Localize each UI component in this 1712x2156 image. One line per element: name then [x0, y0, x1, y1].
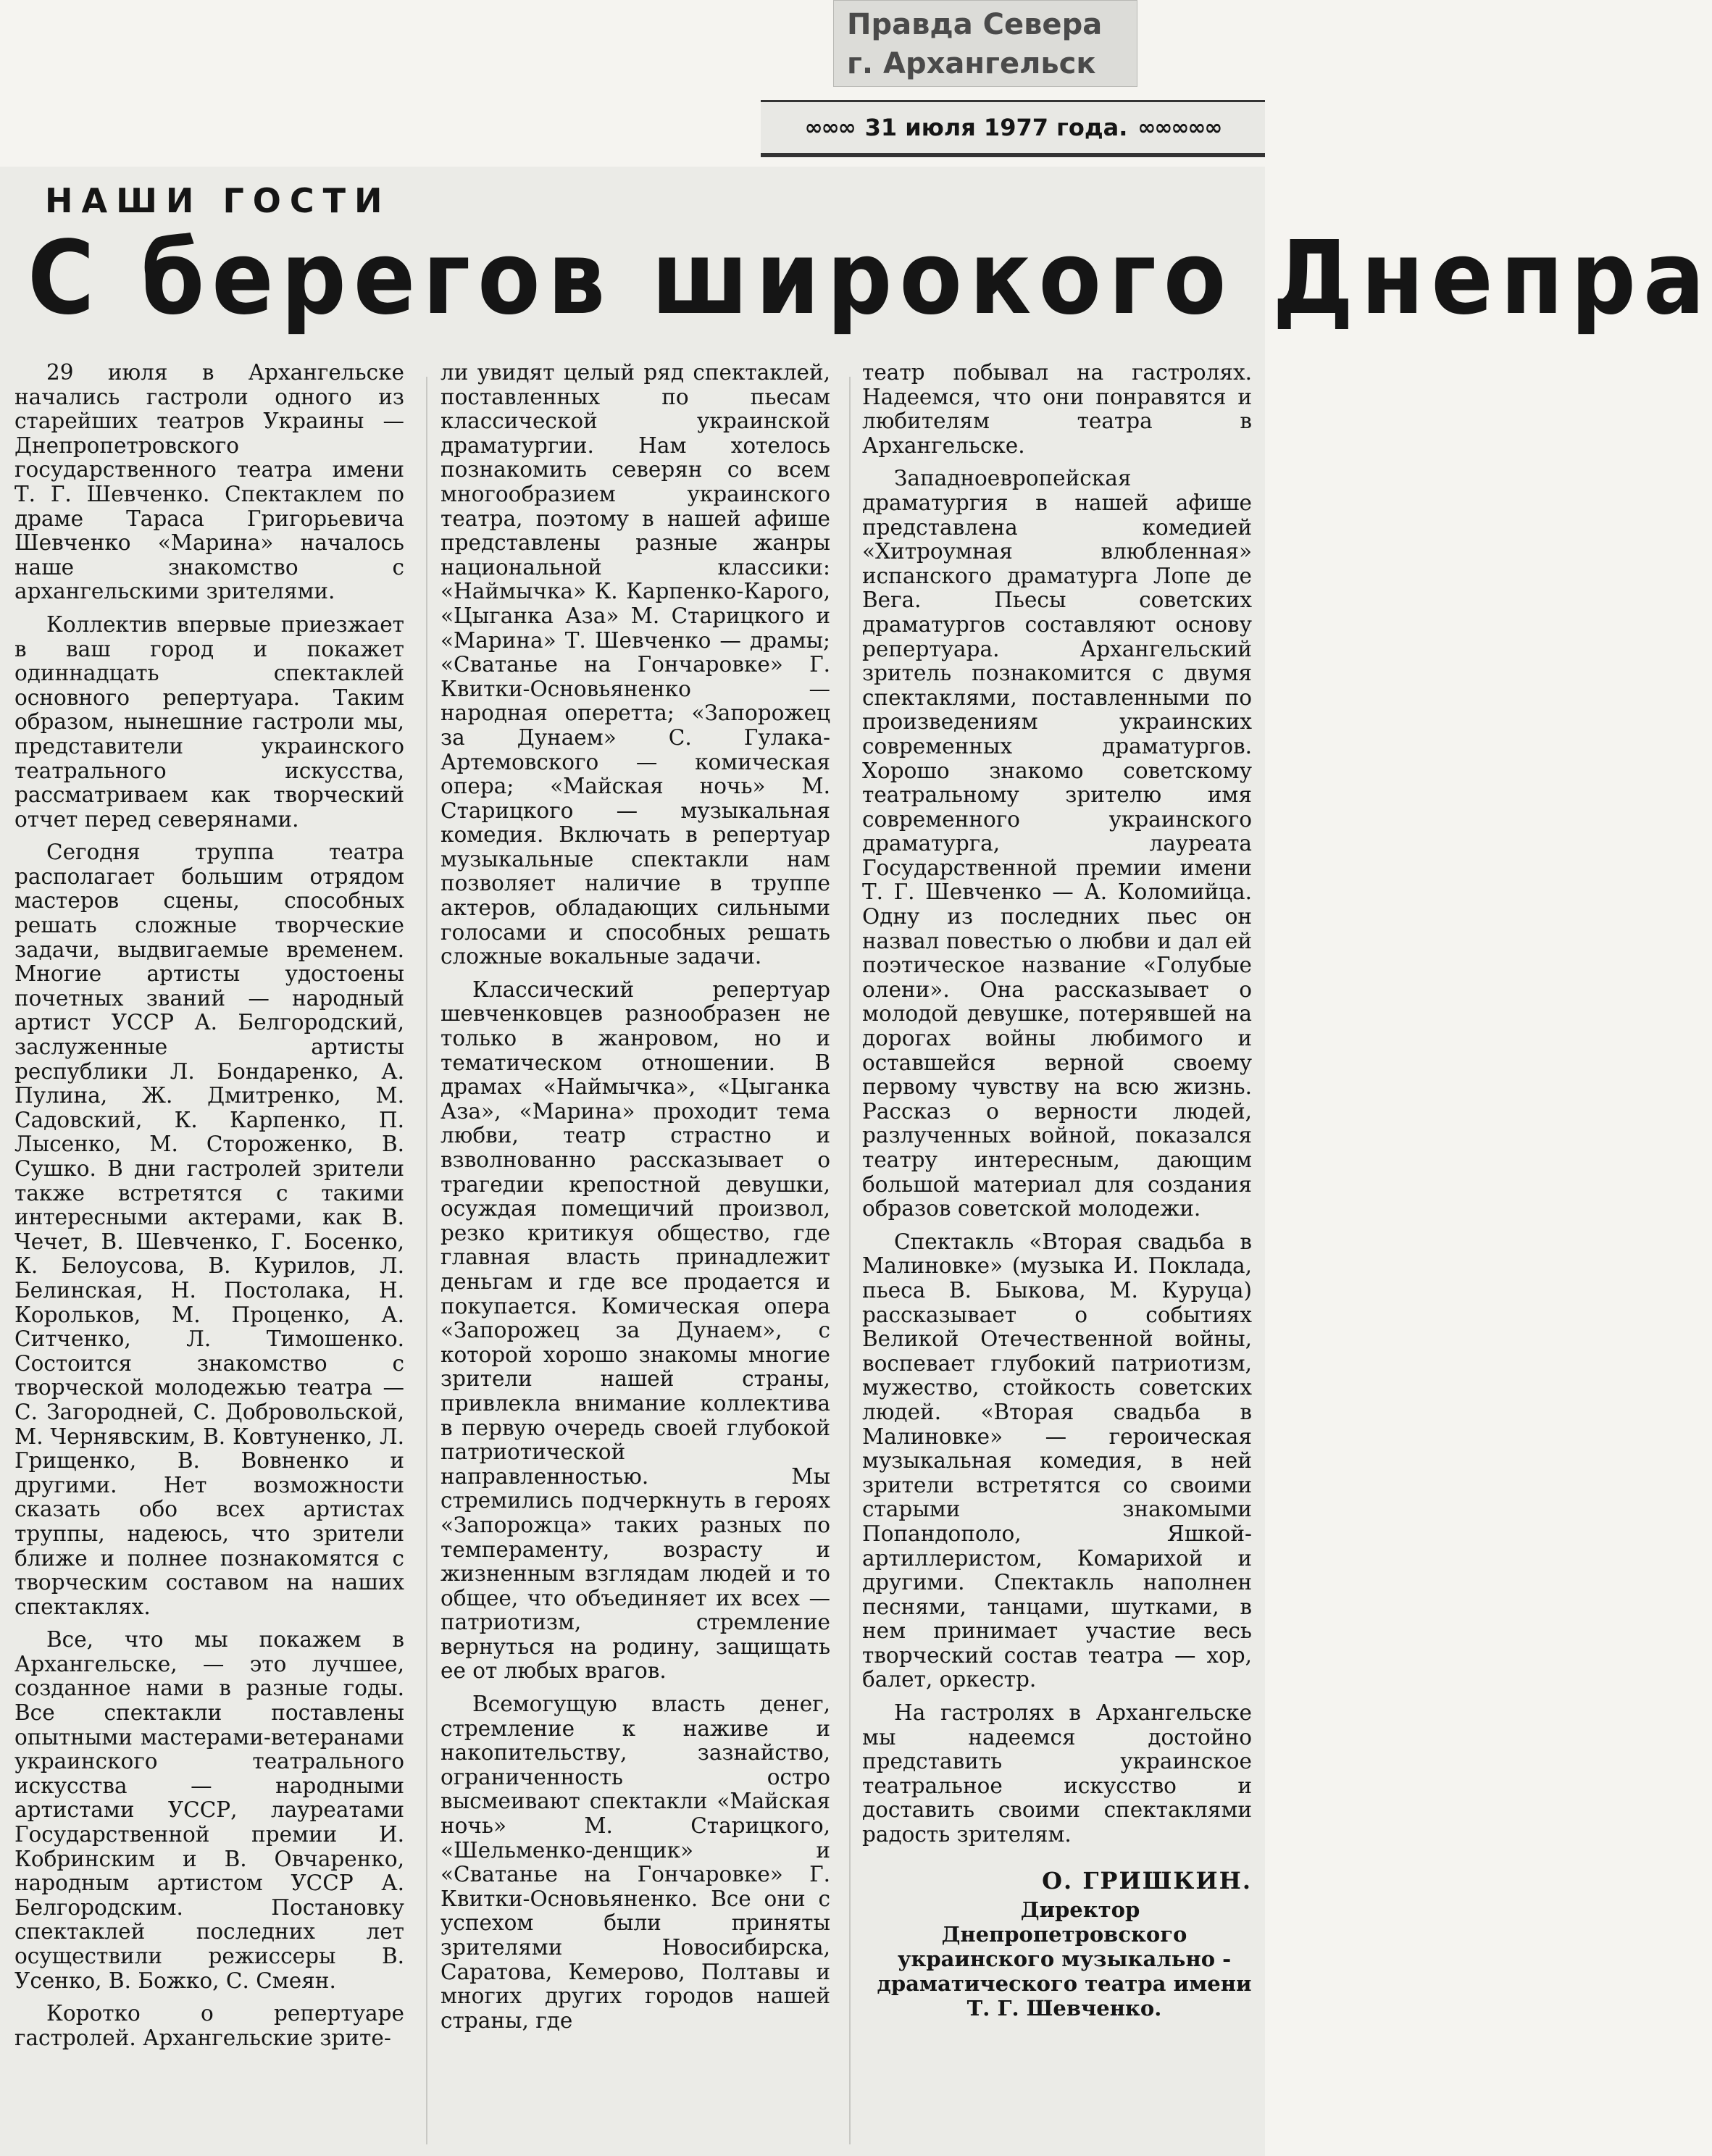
- paragraph: Спектакль «Вторая свадьба в Малиновке» (музыка И. Поклада, пьеса В. Быкова, М. Куруца) рассказывает о событиях Великой Отечественной войны, воспевает глубокий патриотизм, мужество, стойкость советских людей. «Вторая свадьба в Малиновке» — героическая музыкальная комедия, в ней зрители встретятся со своими старыми знакомыми Попандополо, Яшкой-артиллеристом, Комарихой и другими. Спектакль наполнен песнями, танцами, шутками, в нем принимает участие весь творческий состав театра — хор, балет, оркестр.: [862, 1229, 1252, 1692]
- newspaper-name: Правда Севера: [847, 8, 1103, 41]
- ornament-left-icon: ∞∞∞: [804, 114, 855, 141]
- newspaper-stamp: [833, 0, 1137, 87]
- paragraph: 29 июля в Архангельске начались гастроли одного из старейших театров Украины — Днепропетровского государственного театра имени Т. Г. Шевченко. Спектаклем по драме Тараса Григорьевича Шевченко «Марина» началось наше знакомство с архангельскими зрителями.: [14, 360, 404, 604]
- paragraph: Западноевропейская драматургия в нашей афише представлена комедией «Хитроумная влюбленная» испанского драматурга Лопе де Вега. Пьесы советских драматургов составляют основу репертуара. Архангельский зритель познакомится с двумя спектаклями, поставленными по произведениям украинских современных драматургов. Хорошо знакомо советскому театральному зрителю имя современного украинского драматурга, лауреата Государственной премии имени Т. Г. Шевченко — А. Коломийца. Одну из последних пьес он назвал повестью о любви и дал ей поэтическое название «Голубые олени». Она рассказывает о молодой девушке, потерявшей на дорогах войны любимого и оставшейся верной своему первому чувству на всю жизнь. Рассказ о верности людей, разлученных войной, показался театру интересным, дающим большой материал для создания образов советской молодежи.: [862, 466, 1252, 1221]
- ornament-right-icon: ∞∞∞∞∞: [1137, 114, 1222, 141]
- paragraph: Все, что мы покажем в Архангельске, — это лучшее, созданное нами в разные годы. Все спектакли поставлены опытными мастерами-ветеранами украинского театрального искусства — народными артистами УССР, лауреатами Государственной премии И. Кобринским и В. Овчаренко, народным артистом УССР А. Белгородским. Постановку спектаклей последних лет осуществили режиссеры В. Усенко, В. Божко, С. Смеян.: [14, 1627, 404, 1993]
- newspaper-city: г. Архангельск: [847, 47, 1096, 80]
- column-2: [440, 361, 830, 2150]
- paragraph: Всемогущую власть денег, стремление к наживе и накопительству, зазнайство, ограниченность остро высмеивают спектакли «Майская ночь» М. Старицкого, «Шельменко-денщик» и «Сватанье на Гончаровке» Г. Квитки-Основьяненко. Все они с успехом были приняты зрителями Новосибирска, Саратова, Кемерово, Полтавы и многих других городов нашей страны, где: [440, 1692, 830, 2033]
- paragraph: Сегодня труппа театра располагает большим отрядом мастеров сцены, способных решать сложные творческие задачи, выдвигаемые временем. Многие артисты удостоены почетных званий — народный артист УССР А. Белгородский, заслуженные артисты республики Л. Бондаренко, А. Пулина, Ж. Дмитренко, М. Садовский, К. Карпенко, П. Лысенко, М. Стороженко, В. Сушко. В дни гастролей зрители также встретятся с такими интересными актерами, как В. Чечет, В. Шевченко, Г. Босенко, К. Белоусова, В. Курилов, Л. Белинская, Н. Постолака, Н. Корольков, М. Проценко, А. Ситченко, Л. Тимошенко. Состоится знакомство с творческой молодежью театра — С. Загородней, С. Добровольской, М. Чернявским, В. Ковтуненко, Л. Грищенко, В. Вовненко и другими. Нет возможности сказать обо всех артистах труппы, надеюсь, что зрители ближе и полнее познакомятся с творческим составом на наших спектаклях.: [14, 840, 404, 1619]
- paragraph: театр побывал на гастролях. Надеемся, что они понравятся и любителям театра в Архангельске.: [862, 360, 1252, 458]
- article-body: [14, 361, 1250, 2150]
- author-name: О. ГРИШКИН.: [1042, 1866, 1252, 1894]
- headline: С берегов широкого Днепра: [28, 220, 1712, 338]
- publication-date: 31 июля 1977 года.: [864, 114, 1128, 141]
- author-title: Директор Днепропетровского украинского музыкально - драматического театра имени Т. Г. Шевченко.: [877, 1897, 1252, 2021]
- paragraph: Классический репертуар шевченковцев разнообразен не только в жанровом, но и тематическом отношении. В драмах «Наймычка», «Цыганка Аза», «Марина» проходит тема любви, театр страстно и взволнованно рассказывает о трагедии крепостной девушки, осуждая помещичий произвол, резко критикуя общество, где главная власть принадлежит деньгам и где все продается и покупается. Комическая опера «Запорожец за Дунаем», с которой хорошо знакомы многие зрители нашей страны, привлекла внимание коллектива в первую очередь своей глубокой патриотической направленностью. Мы стремились подчеркнуть в героях «Запорожца» таких разных по темпераменту, возрасту и жизненным взглядам людей и то общее, что объединяет их всех — патриотизм, стремление вернуться на родину, защищать ее от любых врагов.: [440, 977, 830, 1684]
- paragraph: ли увидят целый ряд спектаклей, поставленных по пьесам классической украинской драматургии. Нам хотелось познакомить северян со всем многообразием украинского театра, поэтому в нашей афише представлены разные жанры национальной классики: «Наймычка» К. Карпенко-Карого, «Цыганка Аза» М. Старицкого и «Марина» Т. Шевченко — драмы; «Сватанье на Гончаровке» Г. Квитки-Основьяненко — народная оперетта; «Запорожец за Дунаем» С. Гулака-Артемовского — комическая опера; «Майская ночь» М. Старицкого — музыкальная комедия. Включать в репертуар музыкальные спектакли нам позволяет наличие в труппе актеров, обладающих сильными голосами и способных решать сложные вокальные задачи.: [440, 360, 830, 969]
- paragraph: Коротко о репертуаре гастролей. Архангельские зрите-: [14, 2001, 404, 2050]
- column-3: [862, 361, 1252, 2150]
- date-strip: [761, 100, 1265, 157]
- paragraph: На гастролях в Архангельске мы надеемся достойно представить украинское театральное искусство и доставить своими спектаклями радость зрителям.: [862, 1700, 1252, 1847]
- rubric: НАШИ ГОСТИ: [45, 181, 391, 220]
- column-1: [14, 361, 404, 2150]
- paragraph: Коллектив впервые приезжает в ваш город и покажет одиннадцать спектаклей основного репертуара. Таким образом, нынешние гастроли мы, представители украинского театрального искусства, рассматриваем как творческий отчет перед северянами.: [14, 611, 404, 832]
